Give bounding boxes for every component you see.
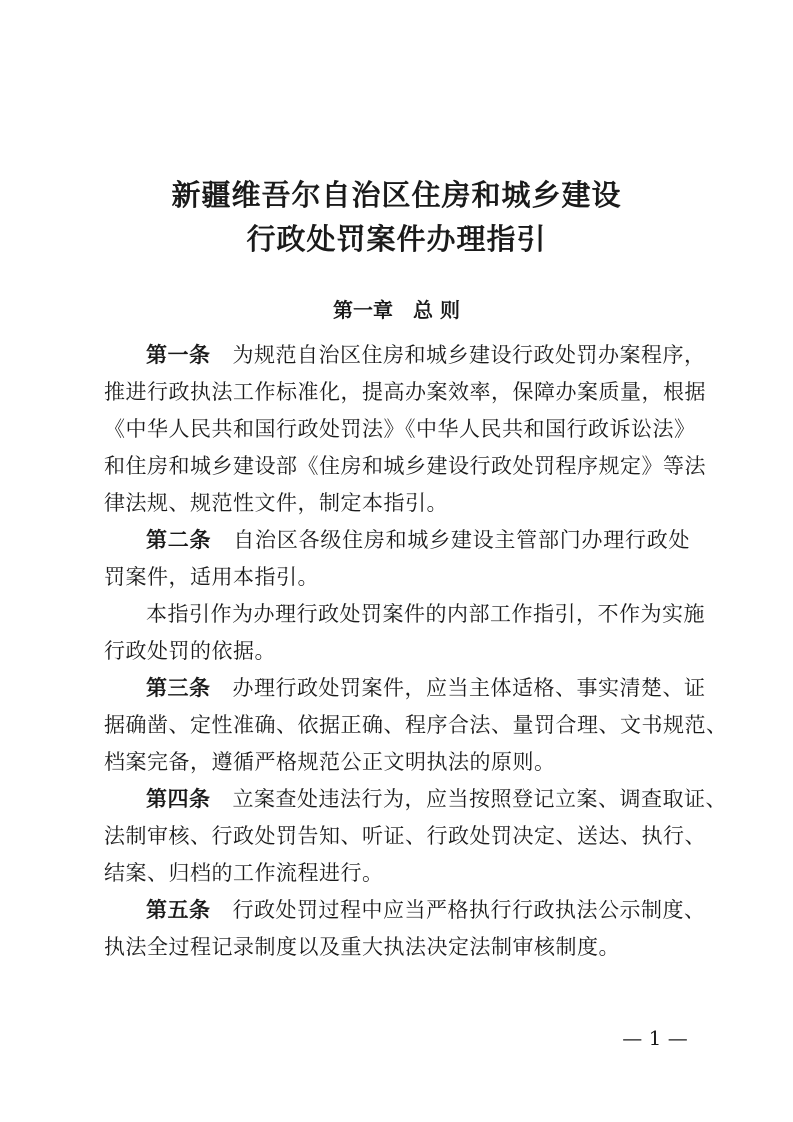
article-1-line-2: 推进行政执法工作标准化，提高办案效率，保障办案质量，根据 — [104, 380, 706, 404]
article-5-label: 第五条 — [146, 898, 211, 922]
article-1-line-3: 《中华人民共和国行政处罚法》《中华人民共和国行政诉讼法》 — [104, 417, 696, 441]
article-4-line-3: 结案、归档的工作流程进行。 — [104, 861, 384, 885]
article-4-label: 第四条 — [146, 787, 211, 811]
article-2-label: 第二条 — [146, 528, 212, 552]
article-5-line-1 — [146, 892, 706, 928]
article-4-line-1 — [146, 781, 727, 817]
article-4-text: 立案查处违法行为，应当按照登记立案、调查取证、 — [232, 787, 727, 811]
article-2-para-2-line-2: 行政处罚的依据。 — [104, 639, 276, 663]
article-3-line-1 — [146, 670, 706, 706]
article-3-line-3: 档案完备，遵循严格规范公正文明执法的原则。 — [104, 750, 556, 774]
article-3-text: 办理行政处罚案件，应当主体适格、事实清楚、证 — [232, 676, 706, 700]
article-3-label: 第三条 — [146, 676, 211, 700]
article-2-line-1 — [146, 522, 690, 558]
page-number: — 1 — — [622, 1026, 688, 1050]
article-1-text: 为规范自治区住房和城乡建设行政处罚办案程序， — [232, 343, 706, 367]
article-1-line-5: 律法规、规范性文件，制定本指引。 — [104, 491, 448, 515]
article-3-line-2: 据确凿、定性准确、依据正确、程序合法、量罚合理、文书规范、 — [104, 713, 728, 737]
chapter-heading: 第一章 总 则 — [333, 298, 460, 322]
article-5-text: 行政处罚过程中应当严格执行行政执法公示制度、 — [232, 898, 706, 922]
article-1-line-4: 和住房和城乡建设部《住房和城乡建设行政处罚程序规定》等法 — [104, 454, 706, 478]
article-5-line-2: 执法全过程记录制度以及重大执法决定法制审核制度。 — [104, 935, 620, 959]
document-title-line-2: 行政处罚案件办理指引 — [246, 222, 547, 256]
article-1-label: 第一条 — [146, 343, 211, 367]
document-title-line-1: 新疆维吾尔自治区住房和城乡建设 — [171, 178, 622, 212]
article-2-text: 自治区各级住房和城乡建设主管部门办理行政处 — [233, 528, 691, 552]
article-1-line-1 — [146, 337, 706, 373]
article-2-line-2: 罚案件，适用本指引。 — [104, 565, 319, 589]
article-4-line-2: 法制审核、行政处罚告知、听证、行政处罚决定、送达、执行、 — [104, 824, 706, 848]
article-2-para-2-line-1: 本指引作为办理行政处罚案件的内部工作指引，不作为实施 — [146, 602, 705, 626]
